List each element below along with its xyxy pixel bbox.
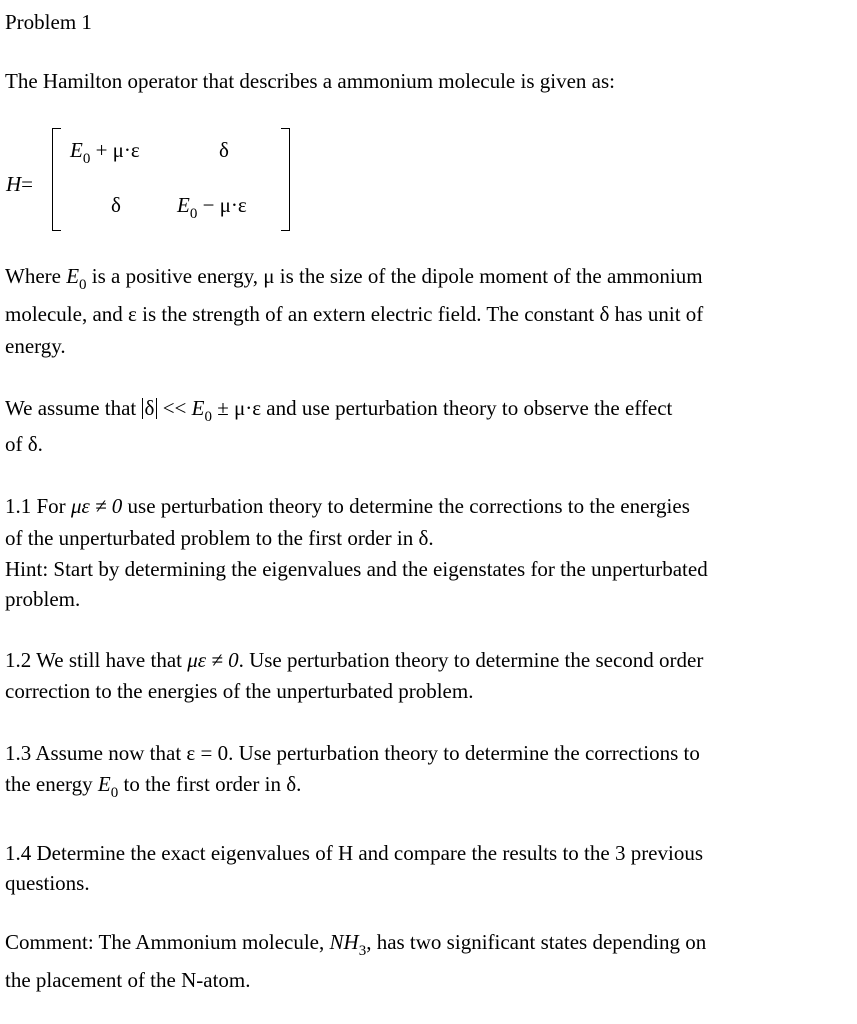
intro-text: The Hamilton operator that describes a ammonium molecule is given as: [5,69,615,93]
comment-line-2: the placement of the N-atom. [5,968,251,992]
matrix-cell-11: $E_0 + \mu\cdot\varepsilon$ [70,138,140,167]
q14-line-2: questions. [5,871,90,895]
where-line-2: molecule, and ε is the strength of an extern electric field. The constant δ has unit of [5,302,704,326]
q14-line-1: 1.4 Determine the exact eigenvalues of H and compare the results to the 3 previous [5,841,704,865]
where-line-1: Where $E_0$ is a positive energy, μ is the size of the dipole moment of the ammonium [5,264,703,293]
q13-line-1: 1.3 Assume now that ε = 0. Use perturbation theory to determine the corrections to [5,741,700,765]
assume-line-1: We assume that $\delta << E_0 \pm \mu\cdot\varepsilon$ and use perturbation theory to observe the effect [5,396,673,425]
q13-line-2: the energy $E_0$ to the first order in δ. [5,772,302,801]
q12-line-1: 1.2 We still have that με ≠ 0. Use perturbation theory to determine the second order [5,648,704,672]
assume-line-2: of δ. [5,432,43,456]
q11-line-2: of the unperturbated problem to the first order in δ. [5,526,434,550]
matrix-cell-21: δ [111,193,121,217]
where-line-3: energy. [5,334,66,358]
matrix-right-bracket [281,128,290,231]
matrix-left-bracket [52,128,61,231]
q11-line-4: problem. [5,587,81,611]
q12-line-2: correction to the energies of the unperturbated problem. [5,679,474,703]
q11-line-1: 1.1 For με ≠ 0 use perturbation theory to determine the corrections to the energies [5,494,690,518]
matrix-cell-12: δ [219,138,229,162]
problem-title: Problem 1 [5,10,92,34]
q11-line-3: Hint: Start by determining the eigenvalues and the eigenstates for the unperturbated [5,557,708,581]
comment-line-1: Comment: The Ammonium molecule, $NH_3$, has two significant states depending on [5,930,707,959]
matrix-label: H= [6,172,34,196]
matrix-cell-22: $E_0 - \mu\cdot\varepsilon$ [177,193,247,222]
